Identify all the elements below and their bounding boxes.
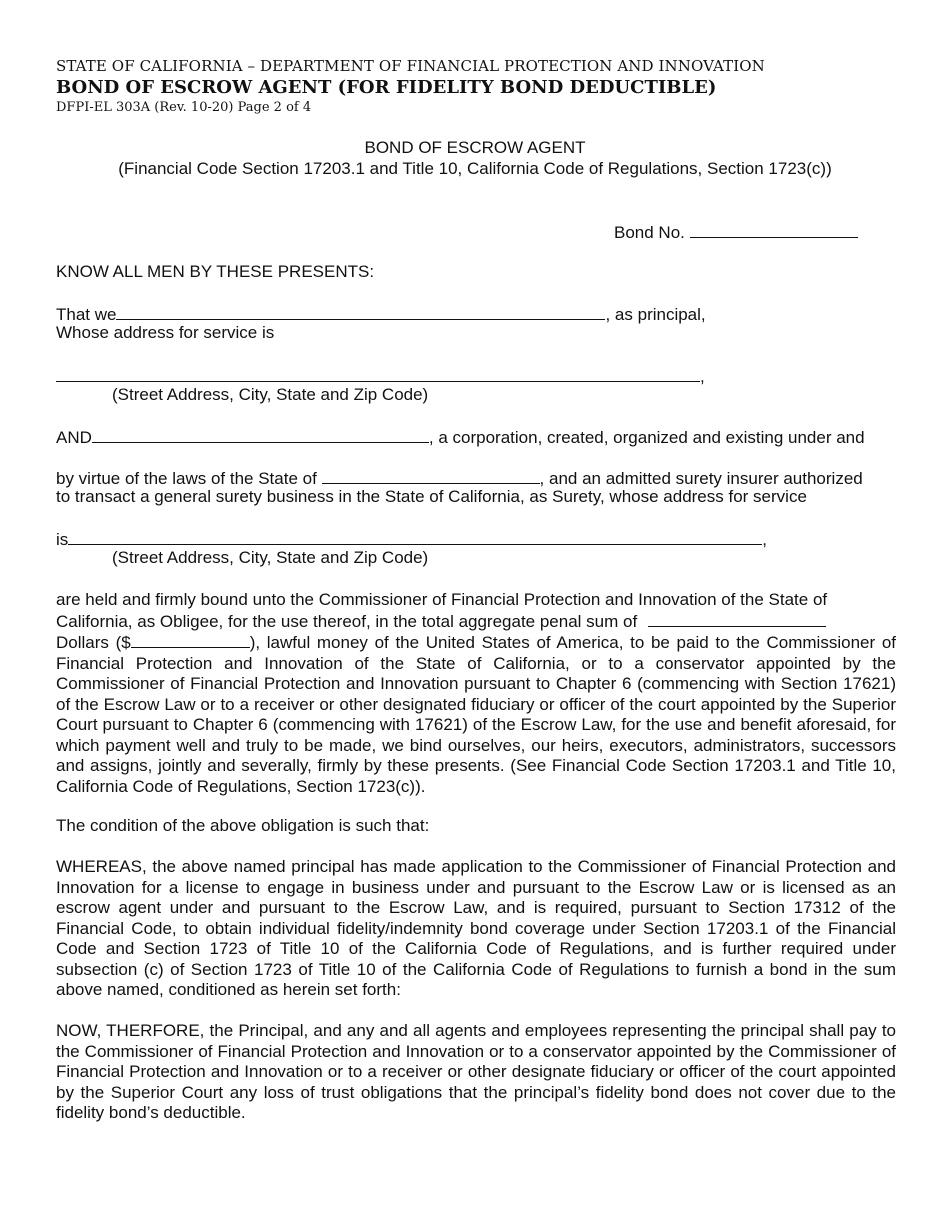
- bond-subtitle: (Financial Code Section 17203.1 and Title 10, California Code of Regulations, Section 1723(c)): [118, 159, 832, 178]
- surety-state-suffix: , and an admitted surety insurer authorized: [539, 469, 863, 488]
- principal-address-field[interactable]: [56, 365, 700, 382]
- surety-prefix: AND: [56, 428, 92, 447]
- principal-suffix: , as principal,: [605, 305, 706, 324]
- condition-text: The condition of the above obligation is such that:: [56, 816, 430, 835]
- bond-number-field[interactable]: [690, 221, 858, 238]
- surety-address-field[interactable]: [68, 528, 762, 545]
- form-title: BOND OF ESCROW AGENT (FOR FIDELITY BOND DEDUCTIBLE): [56, 77, 717, 98]
- form-id: DFPI-EL 303A (Rev. 10-20) Page 2 of 4: [56, 100, 312, 115]
- bond-number-label: Bond No.: [614, 223, 685, 242]
- bond-title: BOND OF ESCROW AGENT: [364, 138, 586, 157]
- held-bound-line2: [56, 610, 826, 633]
- held-bound-line1: are held and firmly bound unto the Commissioner of Financial Protection and Innovation of the State of: [56, 590, 828, 609]
- surety-row: [56, 426, 865, 449]
- principal-address-label: Whose address for service is: [56, 323, 275, 342]
- surety-state-prefix: by virtue of the laws of the State of: [56, 469, 317, 488]
- therefore-paragraph: NOW, THERFORE, the Principal, and any and all agents and employees representing the principal shall pay to the Commissioner of Financial Protection and Innovation or to a conservator appointed by the Commissioner of Financial Protection and Innovation or to a receiver or other designate fiduciary or officer of the court appointed by the Superior Court any loss of trust obligations that the principal’s fidelity bond does not cover due to the fidelity bond’s deductible.: [56, 1021, 896, 1122]
- surety-address-caption: (Street Address, City, State and Zip Code): [112, 548, 429, 567]
- held-bound-rest: ), lawful money of the United States of America, to be paid to the Commissioner of Financial Protection and Innovation of the State of California, or to a conservator appointed by the Commissioner of Financial Protection and Innovation pursuant to Chapter 6 (commencing with Section 17621) of the Escrow Law or to a receiver or other designated fiduciary or officer of the court appointed by the Superior Court pursuant to Chapter 6 (commencing with 17621) of the Escrow Law, for the use and benefit aforesaid, for which payment well and truly to be made, we bind ourselves, our heirs, executors, administrators, successors and assigns, jointly and severally, firmly by these presents. (See Financial Code Section 17203.1 and Title 10, California Code of Regulations, Section 1723(c)).: [56, 633, 896, 796]
- held-bound-paragraph: [56, 631, 896, 797]
- principal-address-caption: (Street Address, City, State and Zip Code): [112, 385, 429, 404]
- surety-line2: to transact a general surety business in the State of California, as Surety, whose address for service: [56, 487, 807, 506]
- surety-name-field[interactable]: [92, 426, 429, 443]
- penal-sum-amount-field[interactable]: [131, 631, 250, 648]
- surety-address-comma: ,: [762, 530, 768, 549]
- surety-suffix: , a corporation, created, organized and existing under and: [428, 428, 865, 447]
- know-all-heading: KNOW ALL MEN BY THESE PRESENTS:: [56, 262, 375, 281]
- whereas-paragraph: WHEREAS, the above named principal has made application to the Commissioner of Financial Protection and Innovation for a license to engage in business under and pursuant to the Escrow Law or is licensed as an escrow agent under and pursuant to the Escrow Law, and is required, pursuant to Section 17312 of the Financial Code, to obtain individual fidelity/indemnity bond coverage under Section 17203.1 of the Financial Code and Section 1723 of Title 10 of the California Code of Regulations, and is further required under subsection (c) of Section 1723 of Title 10 of the California Code of Regulations to furnish a bond in the sum above named, conditioned as herein set forth:: [56, 857, 896, 999]
- held-bound-line2-text: California, as Obligee, for the use thereof, in the total aggregate penal sum of: [56, 612, 638, 631]
- bond-number-row: [614, 221, 858, 244]
- principal-address-comma: ,: [700, 367, 705, 386]
- principal-prefix: That we: [56, 305, 117, 324]
- surety-state-field[interactable]: [322, 467, 540, 484]
- principal-name-field[interactable]: [116, 303, 605, 320]
- dollars-prefix: Dollars ($: [56, 633, 131, 652]
- penal-sum-words-field[interactable]: [648, 610, 826, 627]
- agency-header: STATE OF CALIFORNIA – DEPARTMENT OF FINANCIAL PROTECTION AND INNOVATION: [56, 57, 765, 75]
- surety-is-prefix: is: [56, 530, 69, 549]
